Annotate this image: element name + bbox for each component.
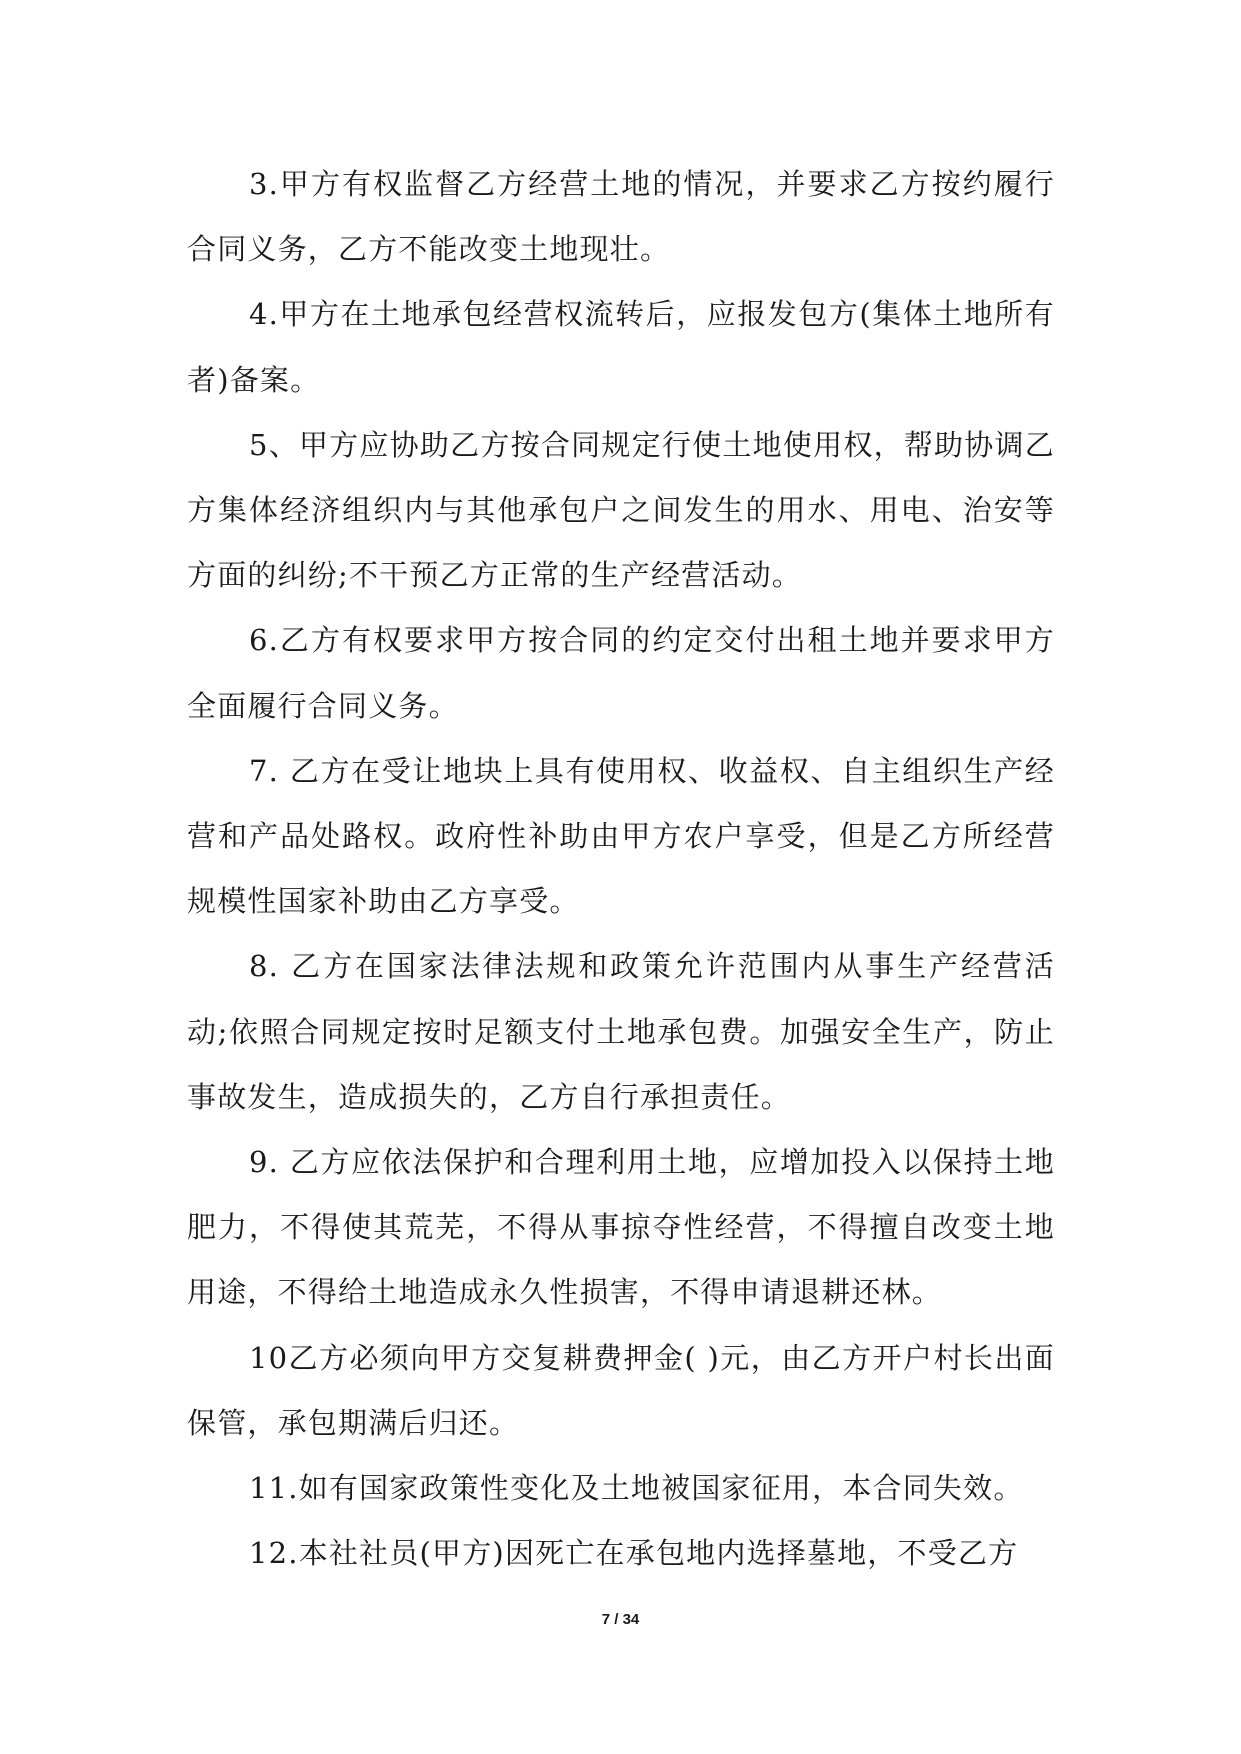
paragraph-clause-8: 8. 乙方在国家法律法规和政策允许范围内从事生产经营活动;依照合同规定按时足额支付土地承包费。加强安全生产，防止事故发生，造成损失的，乙方自行承担责任。 xyxy=(187,949,1055,1114)
paragraph-clause-10: 10乙方必须向甲方交复耕费押金( )元，由乙方开户村长出面保管，承包期满后归还。 xyxy=(187,1340,1055,1440)
paragraph-clause-3: 3.甲方有权监督乙方经营土地的情况，并要求乙方按约履行合同义务，乙方不能改变土地现壮。 xyxy=(187,167,1055,267)
document-body xyxy=(187,152,1055,1586)
paragraph-clause-7: 7. 乙方在受让地块上具有使用权、收益权、自主组织生产经营和产品处路权。政府性补助由甲方农户享受，但是乙方所经营规模性国家补助由乙方享受。 xyxy=(187,753,1055,919)
paragraph-clause-4: 4.甲方在土地承包经营权流转后，应报发包方(集体土地所有者)备案。 xyxy=(187,297,1055,397)
paragraph-clause-12: 12.本社社员(甲方)因死亡在承包地内选择墓地，不受乙方 xyxy=(249,1536,1019,1571)
paragraph-clause-11: 11.如有国家政策性变化及土地被国家征用，本合同失效。 xyxy=(249,1471,1024,1506)
paragraph-clause-9: 9. 乙方应依法保护和合理利用土地，应增加投入以保持土地肥力，不得使其荒芜，不得从事掠夺性经营，不得擅自改变土地用途，不得给土地造成永久性损害，不得申请退耕还林。 xyxy=(187,1145,1055,1310)
paragraph-clause-5: 5、甲方应协助乙方按合同规定行使土地使用权，帮助协调乙方集体经济组织内与其他承包户之间发生的用水、用电、治安等方面的纠纷;不干预乙方正常的生产经营活动。 xyxy=(187,427,1055,593)
page-number: 7 / 34 xyxy=(601,1611,640,1628)
paragraph-clause-6: 6.乙方有权要求甲方按合同的约定交付出租土地并要求甲方全面履行合同义务。 xyxy=(187,623,1055,723)
